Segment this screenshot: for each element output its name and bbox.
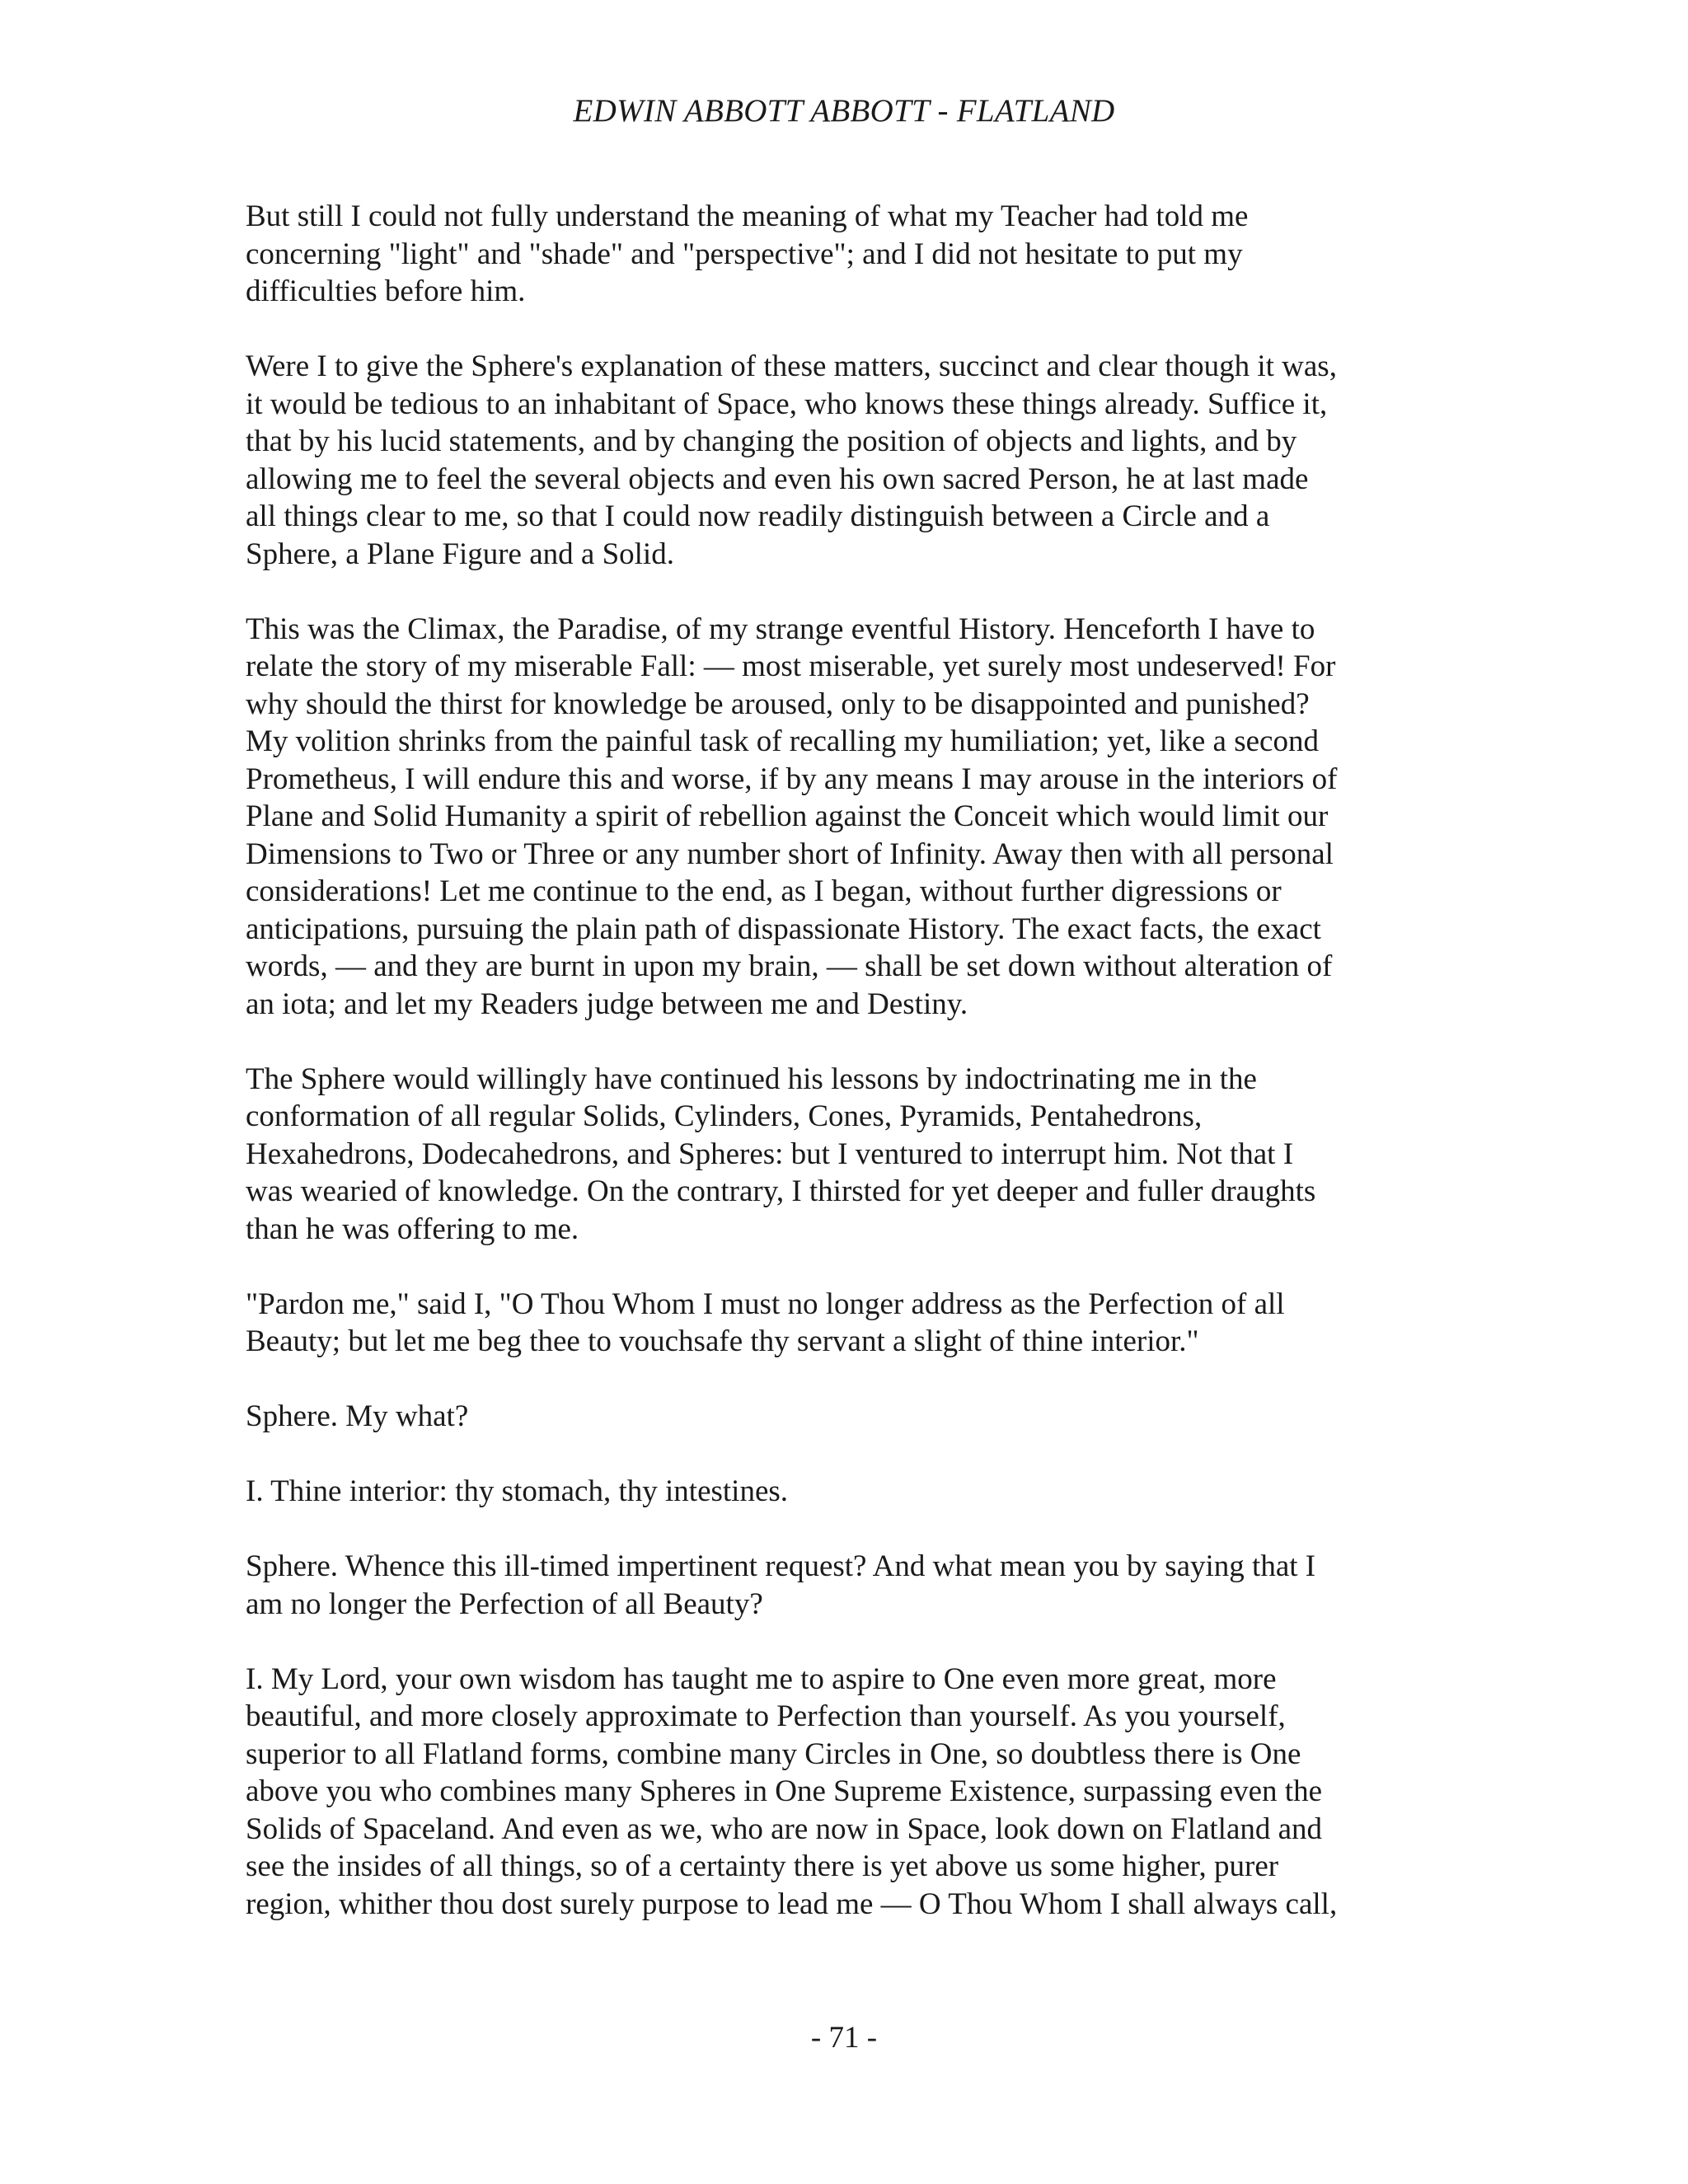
paragraph-8: Sphere. Whence this ill-timed impertinent request? And what mean you by saying that I am no longer the Perfection of all Beauty? <box>246 1549 1316 1621</box>
paragraph-4: The Sphere would willingly have continued his lessons by indoctrinating me in the conformation of all regular Solids, Cylinders, Cones, Pyramids, Pentahedrons, Hexahedrons, Dodecahedrons, and Spheres: but I ventured to interrupt him. Not that I was wearied of knowledge. On the contrary, I thirsted for yet deeper and fuller draughts than he was offering to me. <box>246 1062 1316 1246</box>
paragraph-2: Were I to give the Sphere's explanation of these matters, succinct and clear though it was, it would be tedious to an inhabitant of Space, who knows these things already. Suffice it, that by his lucid statements, and by changing the position of objects and lights, and by allowing me to feel the several objects and even his own sacred Person, he at last made all things clear to me, so that I could now readily distinguish between a Circle and a Sphere, a Plane Figure and a Solid. <box>246 349 1337 571</box>
paragraph-9: I. My Lord, your own wisdom has taught me to aspire to One even more great, more beautiful, and more closely approximate to Perfection than yourself. As you yourself, superior to all Flatland forms, combine many Circles in One, so doubtless there is One above you who combines many Spheres in One Supreme Existence, surpassing even the Solids of Spaceland. And even as we, who are now in Space, look down on Flatland and see the insides of all things, so of a certainty there is yet above us some higher, purer region, whither thou dost surely purpose to lead me — O Thou Whom I shall always call, <box>246 1661 1338 1921</box>
body-text <box>246 198 1441 1961</box>
paragraph-5: "Pardon me," said I, "O Thou Whom I must no longer address as the Perfection of all Beauty; but let me beg thee to vouchsafe thy servant a slight of thine interior." <box>246 1286 1285 1358</box>
page-number: - 71 - <box>810 2021 878 2055</box>
paragraph-7: I. Thine interior: thy stomach, thy intestines. <box>246 1474 789 1508</box>
paragraph-1: But still I could not fully understand the meaning of what my Teacher had told me concerning "light" and "shade" and "perspective"; and I did not hesitate to put my difficulties before him. <box>246 199 1249 308</box>
paragraph-3: This was the Climax, the Paradise, of my strange eventful History. Henceforth I have to relate the story of my miserable Fall: — most miserable, yet surely most undeserved! For why should the thirst for knowledge be aroused, only to be disappointed and punished? My volition shrinks from the painful task of recalling my humiliation; yet, like a second Prometheus, I will endure this and worse, if by any means I may arouse in the interiors of Plane and Solid Humanity a spirit of rebellion against the Conceit which would limit our Dimensions to Two or Three or any number short of Infinity. Away then with all personal considerations! Let me continue to the end, as I began, without further digressions or anticipations, pursuing the plain path of dispassionate History. The exact facts, the exact words, — and they are burnt in upon my brain, — shall be set down without alteration of an iota; and let my Readers judge between me and Destiny. <box>246 612 1338 1021</box>
paragraph-6: Sphere. My what? <box>246 1399 469 1433</box>
running-header: EDWIN ABBOTT ABBOTT - FLATLAND <box>573 93 1115 129</box>
